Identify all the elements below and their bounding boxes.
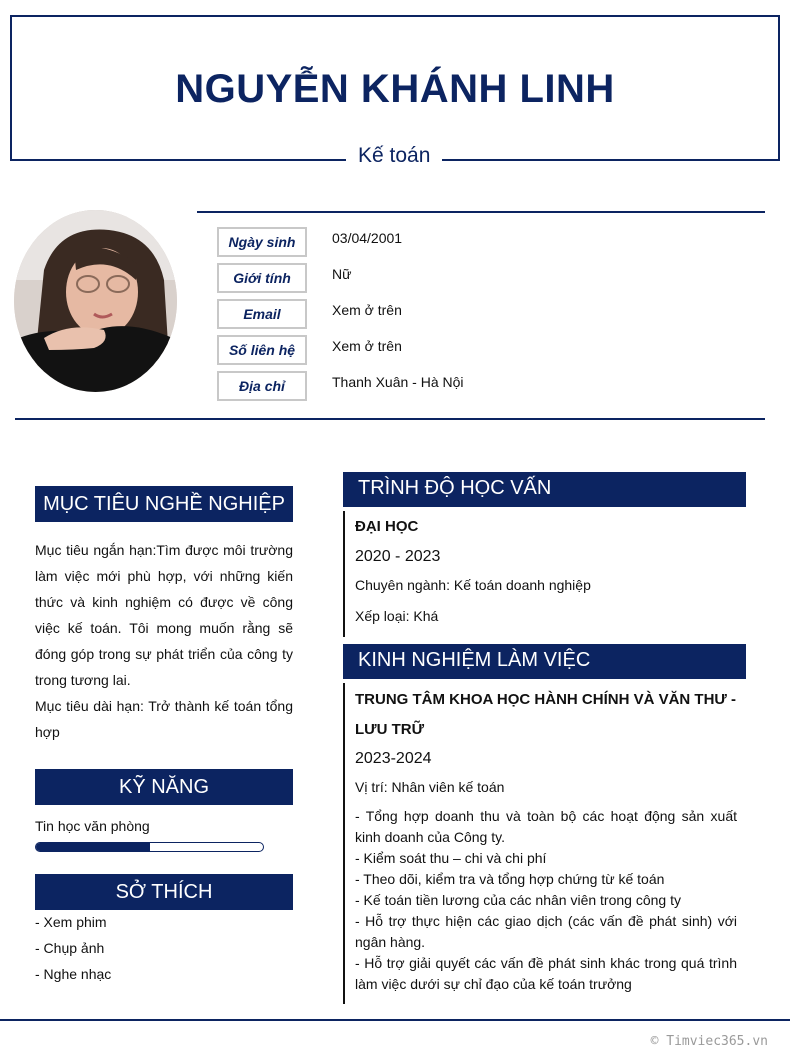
experience-duties [355,806,737,995]
profile-photo-image [14,210,177,392]
skill-level-fill [36,843,150,851]
education-heading: TRÌNH ĐỘ HỌC VẤN [343,472,746,507]
objective-heading: MỤC TIÊU NGHỀ NGHIỆP [35,486,293,522]
info-value: 03/04/2001 [332,230,403,246]
profile-photo [14,210,177,392]
experience-position: Vị trí: Nhân viên kế toán [355,779,505,795]
candidate-name: NGUYỄN KHÁNH LINH [175,67,615,111]
education-major: Chuyên ngành: Kế toán doanh nghiệp [355,577,591,593]
job-title: Kế toán [346,144,442,168]
hobby-item: - Chụp ảnh [35,940,105,956]
duty-item: - Tổng hợp doanh thu và toàn bộ các hoạt động sản xuất kinh doanh của Công ty. [355,808,737,845]
experience-heading: KINH NGHIỆM LÀM VIỆC [343,644,746,679]
skill-name: Tin học văn phòng [35,818,150,834]
education-degree: ĐẠI HỌC [355,518,419,535]
objective-long-term: Mục tiêu dài hạn: Trở thành kế toán tổng hợp [35,698,293,740]
info-bottom-divider [15,418,765,420]
info-label: Số liên hệ [217,335,307,365]
experience-years: 2023-2024 [355,750,432,767]
education-left-rule [343,511,345,637]
info-value: Xem ở trên [332,338,402,354]
info-value: Nữ [332,266,352,282]
hobbies-heading: SỞ THÍCH [35,874,293,910]
duty-item: - Hỗ trợ thực hiện các giao dịch (các vấn đề phát sinh) với ngân hàng. [355,913,737,950]
education-years: 2020 - 2023 [355,548,441,565]
duty-item: - Hỗ trợ giải quyết các vấn đề phát sinh khác trong quá trình làm việc dưới sự chỉ đạo của kế toán trưởng [355,955,737,992]
skill-level-bar [35,842,264,852]
info-label: Ngày sinh [217,227,307,257]
skills-heading: KỸ NĂNG [35,769,293,805]
info-label: Giới tính [217,263,307,293]
duty-item: - Kiểm soát thu – chi và chi phí [355,850,547,866]
info-label: Email [217,299,307,329]
footer-divider [0,1019,790,1021]
info-label: Địa chỉ [217,371,307,401]
objective-short-term: Mục tiêu ngắn hạn:Tìm được môi trường làm việc mới phù hợp, với những kiến thức và kinh nghiệm có được về công việc kế toán. Tôi mong muốn rằng sẽ đóng góp trong sự phát triển của công ty trong tương lai. [35,542,293,688]
info-value: Xem ở trên [332,302,402,318]
experience-left-rule [343,683,345,1004]
hobby-item: - Nghe nhạc [35,966,112,982]
name-box [10,15,780,161]
watermark: © Timviec365.vn [650,1034,768,1049]
duty-item: - Kế toán tiền lương của các nhân viên trong công ty [355,892,681,908]
info-top-divider [197,211,765,213]
education-grade: Xếp loại: Khá [355,608,439,624]
hobby-item: - Xem phim [35,914,107,930]
experience-company: TRUNG TÂM KHOA HỌC HÀNH CHÍNH VÀ VĂN THƯ - LƯU TRỮ [355,691,737,738]
duty-item: - Theo dõi, kiểm tra và tổng hợp chứng từ kế toán [355,871,665,887]
info-value: Thanh Xuân - Hà Nội [332,374,464,390]
